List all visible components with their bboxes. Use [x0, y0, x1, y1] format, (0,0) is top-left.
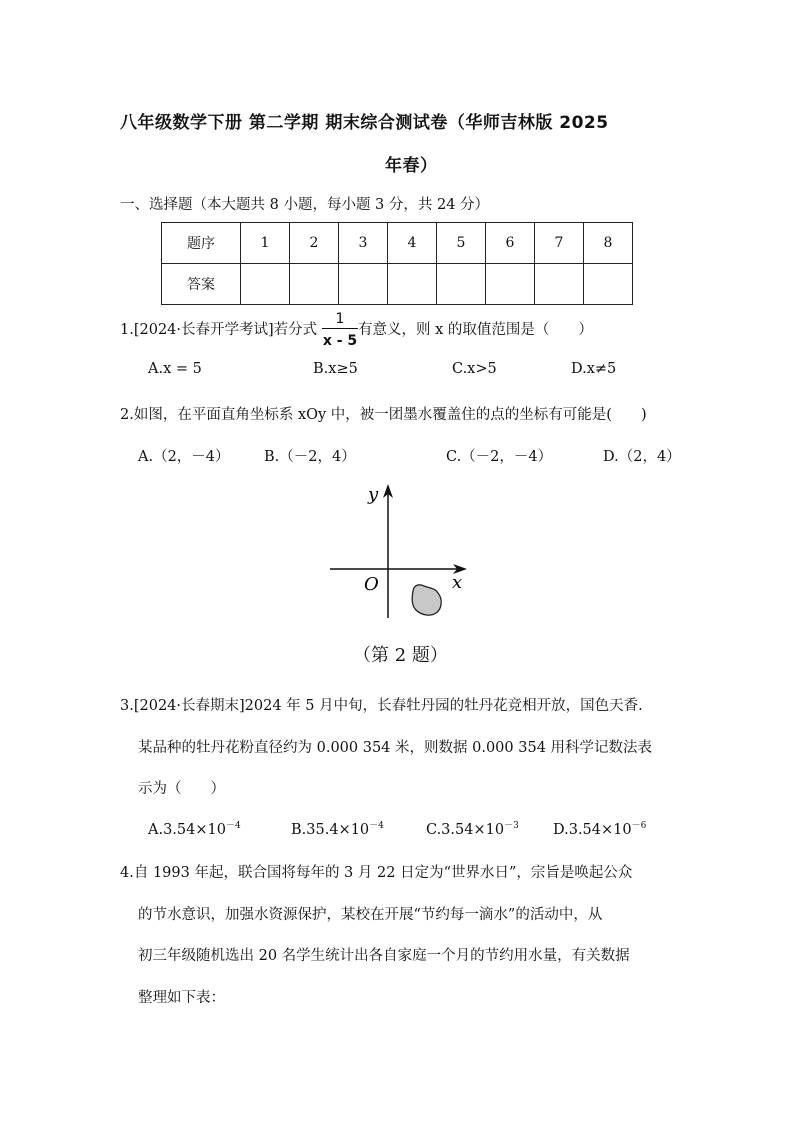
table-header-label: 题序 — [162, 223, 241, 264]
table-cell-number: 6 — [486, 223, 535, 264]
x-axis-label: x — [452, 572, 463, 593]
table-cell-number: 5 — [437, 223, 486, 264]
q3-option-a: $A.3.54\times 10^{-4}$ — [148, 821, 241, 838]
coordinate-plane-figure — [320, 478, 480, 628]
q2-option-c: C.（－2，－4） — [446, 449, 553, 465]
q1-fraction — [322, 311, 358, 351]
table-row — [162, 223, 633, 264]
q4-line-1: 4.自 1993 年起，联合国将每年的 3 月 22 日定为“世界水日”，宗旨是唤起公众 — [120, 865, 633, 881]
section-heading: 一、选择题（本大题共 8 小题，每小题 3 分，共 24 分） — [120, 197, 490, 213]
answer-cell[interactable] — [486, 264, 535, 305]
answer-cell[interactable] — [437, 264, 486, 305]
fraction-bar — [322, 328, 358, 329]
q4-line-4: 整理如下表： — [138, 990, 225, 1006]
q2-figure-caption: （第 2 题） — [353, 645, 448, 666]
answer-cell[interactable] — [241, 264, 290, 305]
answer-cell[interactable] — [584, 264, 633, 305]
table-cell-number: 7 — [535, 223, 584, 264]
ink-blot — [412, 585, 441, 615]
table-cell-number: 4 — [388, 223, 437, 264]
answer-cell[interactable] — [339, 264, 388, 305]
q1-suffix: 有意义，则 x 的取值范围是（ ） — [358, 322, 593, 338]
q3-option-c: $C.3.54\times 10^{-3}$ — [426, 821, 519, 838]
answer-cell[interactable] — [388, 264, 437, 305]
q1-option-a: A.x = 5 — [148, 361, 202, 377]
table-cell-number: 1 — [241, 223, 290, 264]
table-row — [162, 264, 633, 305]
q2-option-d: D.（2，4） — [603, 449, 681, 465]
q2-option-b: B.（－2，4） — [264, 449, 356, 465]
q4-line-3: 初三年级随机选出 20 名学生统计出各自家庭一个月的节约用水量，有关数据 — [138, 948, 630, 964]
answer-table — [161, 222, 633, 305]
q3-option-b: $B.35.4\times 10^{-4}$ — [291, 821, 384, 838]
q3-option-d: $D.3.54\times 10^{-6}$ — [553, 821, 647, 838]
q1-option-d: D.x≠5 — [571, 361, 617, 377]
q3-line-3: 示为（ ） — [138, 781, 225, 797]
y-axis-label: y — [368, 484, 379, 505]
q1-option-b: B.x≥5 — [313, 361, 358, 377]
q4-line-2: 的节水意识，加强水资源保护，某校在开展“节约每一滴水”的活动中，从 — [138, 907, 603, 923]
table-answer-label: 答案 — [162, 264, 241, 305]
q1-prefix: 1.[2024·长春开学考试]若分式 — [120, 322, 318, 338]
q1-denominator: x - 5 — [322, 333, 358, 349]
q1-numerator: 1 — [335, 311, 345, 327]
q3-line-1: 3.[2024·长春期末]2024 年 5 月中旬，长春牡丹园的牡丹花竞相开放，国色天香. — [120, 698, 643, 714]
origin-label: O — [364, 574, 379, 595]
q3-line-2: 某品种的牡丹花粉直径约为 0.000 354 米，则数据 0.000 354 用科学记数法表 — [138, 740, 653, 756]
table-cell-number: 3 — [339, 223, 388, 264]
title-line-1: 八年级数学下册 第二学期 期末综合测试卷（华师吉林版 2025 — [120, 113, 609, 133]
table-cell-number: 2 — [290, 223, 339, 264]
q1-option-c: C.x>5 — [452, 361, 497, 377]
title-line-2: 年春） — [385, 156, 438, 176]
answer-cell[interactable] — [535, 264, 584, 305]
answer-cell[interactable] — [290, 264, 339, 305]
table-cell-number: 8 — [584, 223, 633, 264]
q2-option-a: A.（2，－4） — [138, 449, 230, 465]
q2-text: 2.如图，在平面直角坐标系 xOy 中，被一团墨水覆盖住的点的坐标有可能是( ) — [120, 407, 647, 423]
